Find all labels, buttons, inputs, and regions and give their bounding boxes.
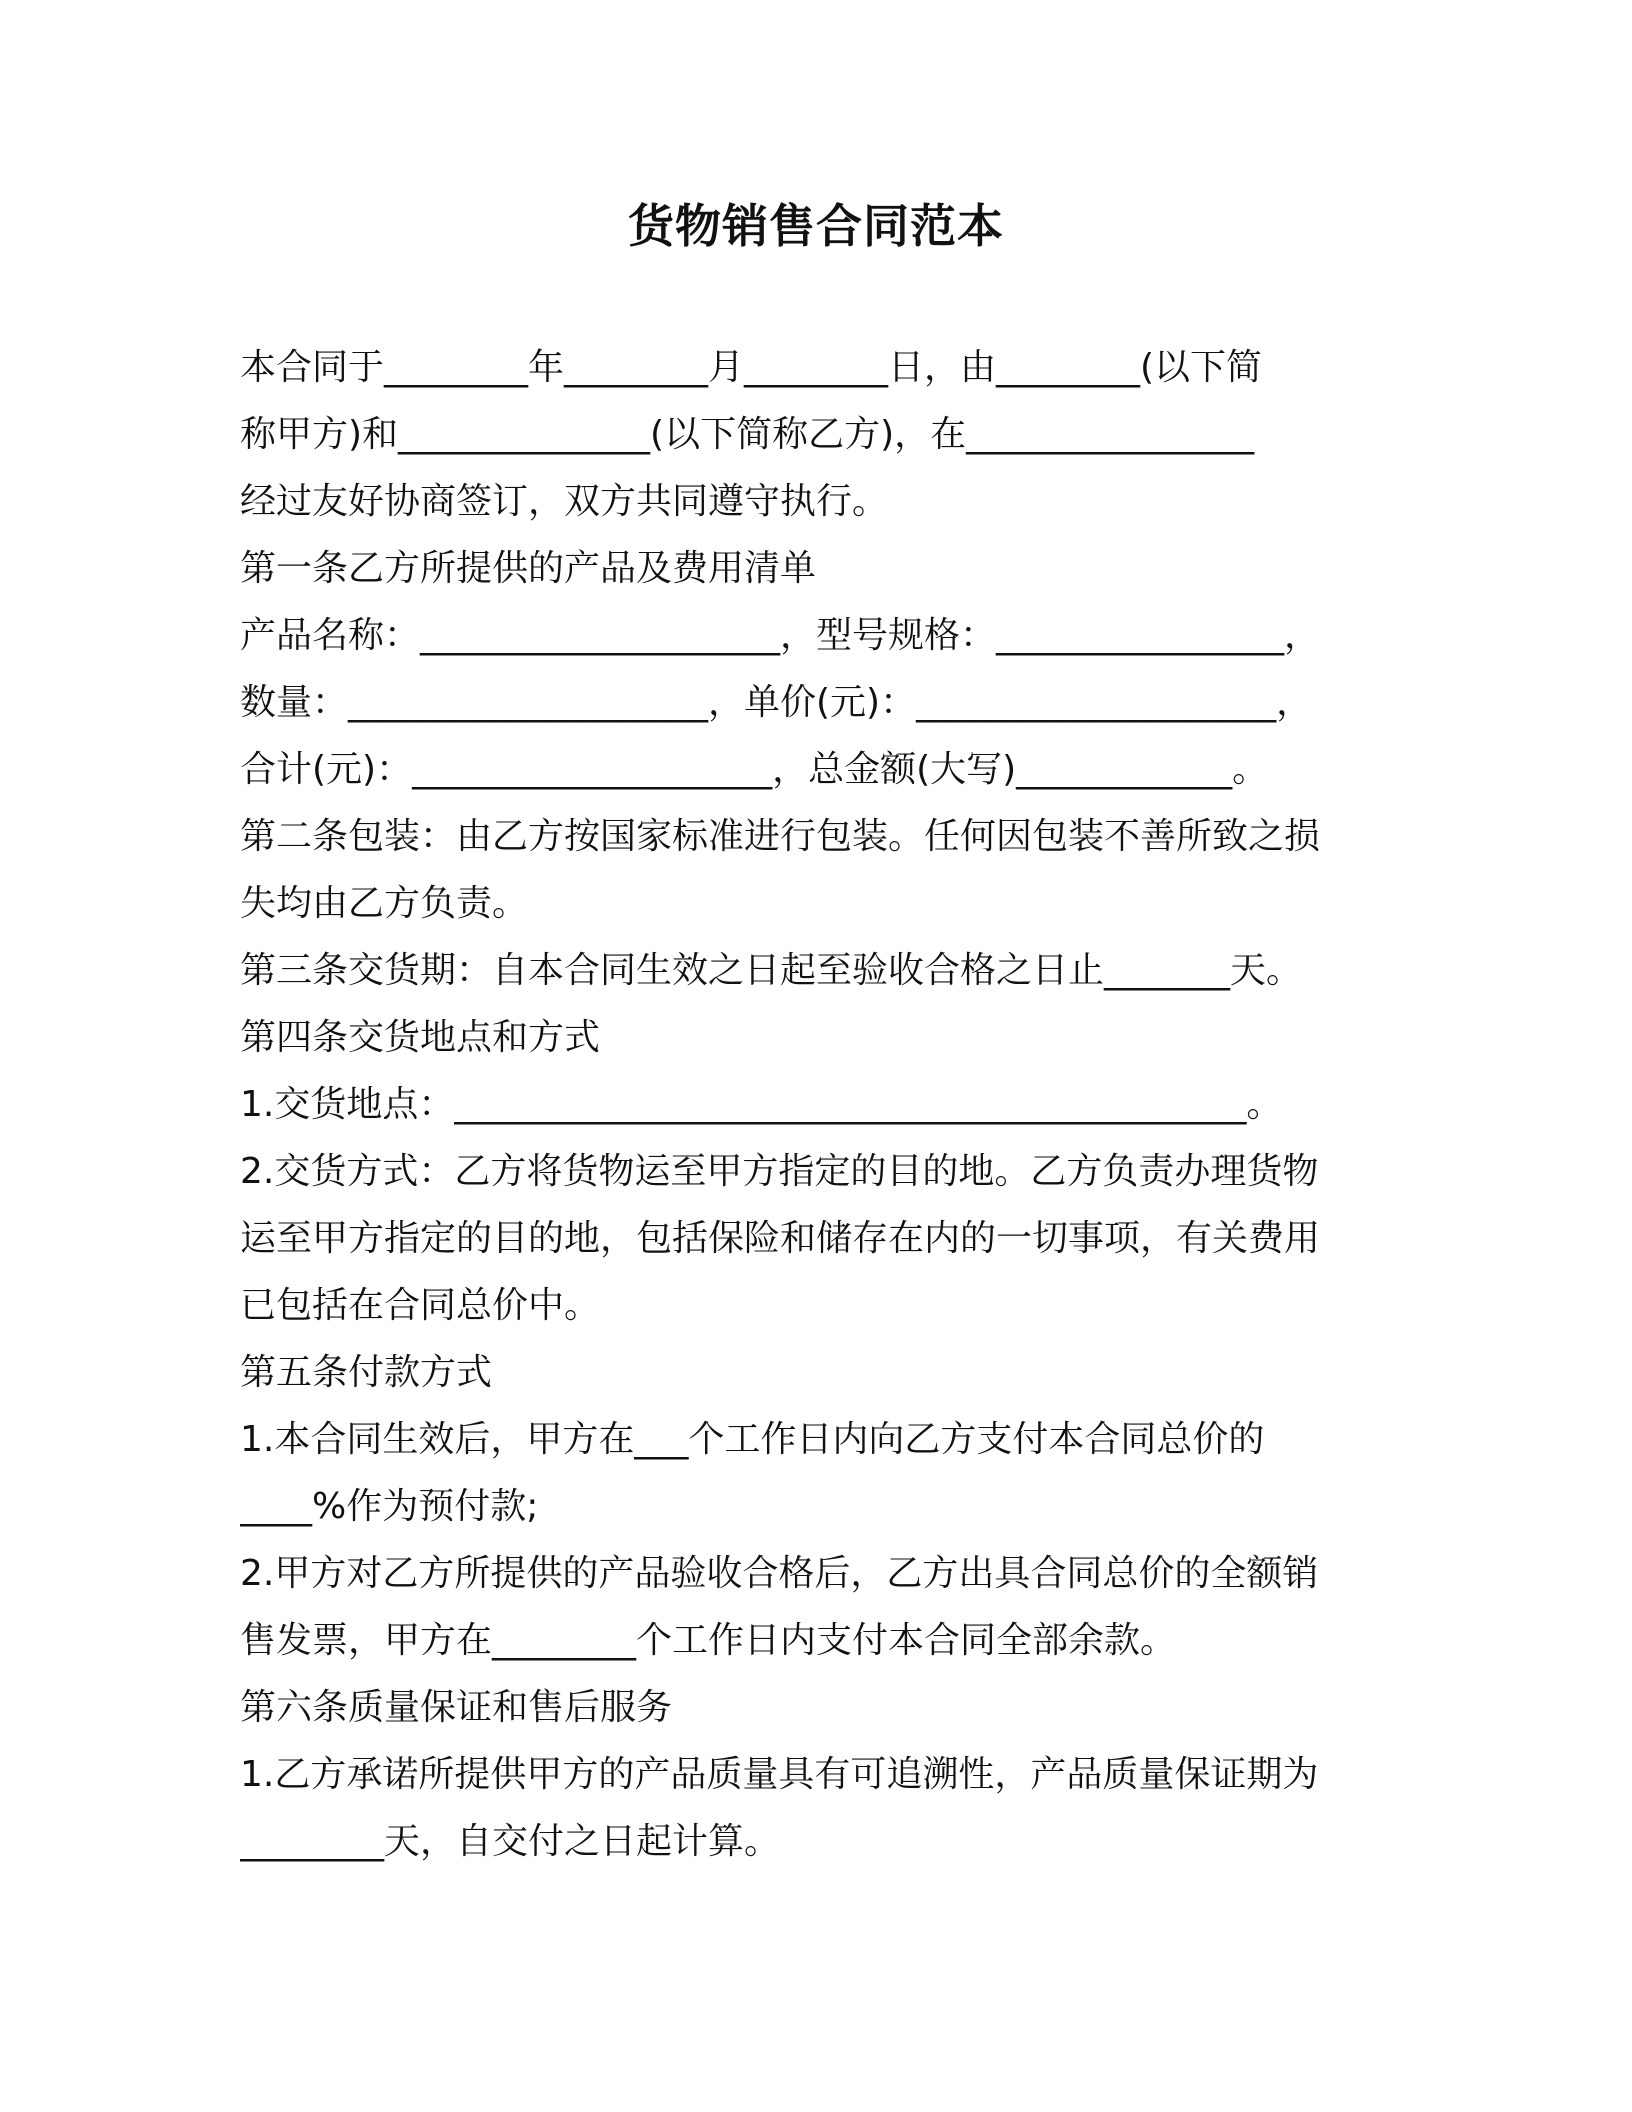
contract-line: 失均由乙方负责。 (240, 883, 529, 924)
contract-line: 1.交货地点：____________________________________________。 (240, 1084, 1283, 1125)
contract-line: 1.本合同生效后，甲方在___个工作日内向乙方支付本合同总价的 (240, 1419, 1265, 1460)
contract-line: 本合同于________年________月________日，由________(以下简 (240, 347, 1263, 388)
contract-line: 经过友好协商签订，双方共同遵守执行。 (240, 481, 889, 522)
contract-line: 称甲方)和______________(以下简称乙方)，在________________ (240, 414, 1255, 455)
contract-line: 售发票，甲方在________个工作日内支付本合同全部余款。 (240, 1620, 1177, 1661)
contract-line: 合计(元)：____________________，总金额(大写)____________。 (240, 749, 1269, 790)
section-heading-1: 第一条乙方所提供的产品及费用清单 (240, 548, 817, 589)
section-heading-2: 第二条包装：由乙方按国家标准进行包装。任何因包装不善所致之损 (240, 816, 1321, 857)
contract-line: 2.甲方对乙方所提供的产品验收合格后，乙方出具合同总价的全额销 (240, 1553, 1319, 1594)
contract-line: ________天，自交付之日起计算。 (240, 1821, 781, 1862)
section-heading-3: 第三条交货期：自本合同生效之日起至验收合格之日止_______天。 (240, 950, 1303, 991)
section-heading-5: 第五条付款方式 (240, 1352, 493, 1393)
document-title: 货物销售合同范本 (628, 199, 1004, 253)
section-heading-6: 第六条质量保证和售后服务 (240, 1687, 673, 1728)
section-heading-4: 第四条交货地点和方式 (240, 1017, 601, 1058)
contract-line: 2.交货方式：乙方将货物运至甲方指定的目的地。乙方负责办理货物 (240, 1151, 1319, 1192)
contract-line: ____%作为预付款; (240, 1486, 539, 1527)
contract-line: 已包括在合同总价中。 (240, 1285, 601, 1326)
contract-line: 数量：____________________，单价(元)：____________________， (240, 682, 1313, 723)
contract-line: 1.乙方承诺所提供甲方的产品质量具有可追溯性，产品质量保证期为 (240, 1754, 1319, 1795)
contract-line: 产品名称：____________________，型号规格：________________， (240, 615, 1321, 656)
contract-line: 运至甲方指定的目的地，包括保险和储存在内的一切事项，有关费用 (240, 1218, 1321, 1259)
contract-body (240, 334, 1400, 1875)
